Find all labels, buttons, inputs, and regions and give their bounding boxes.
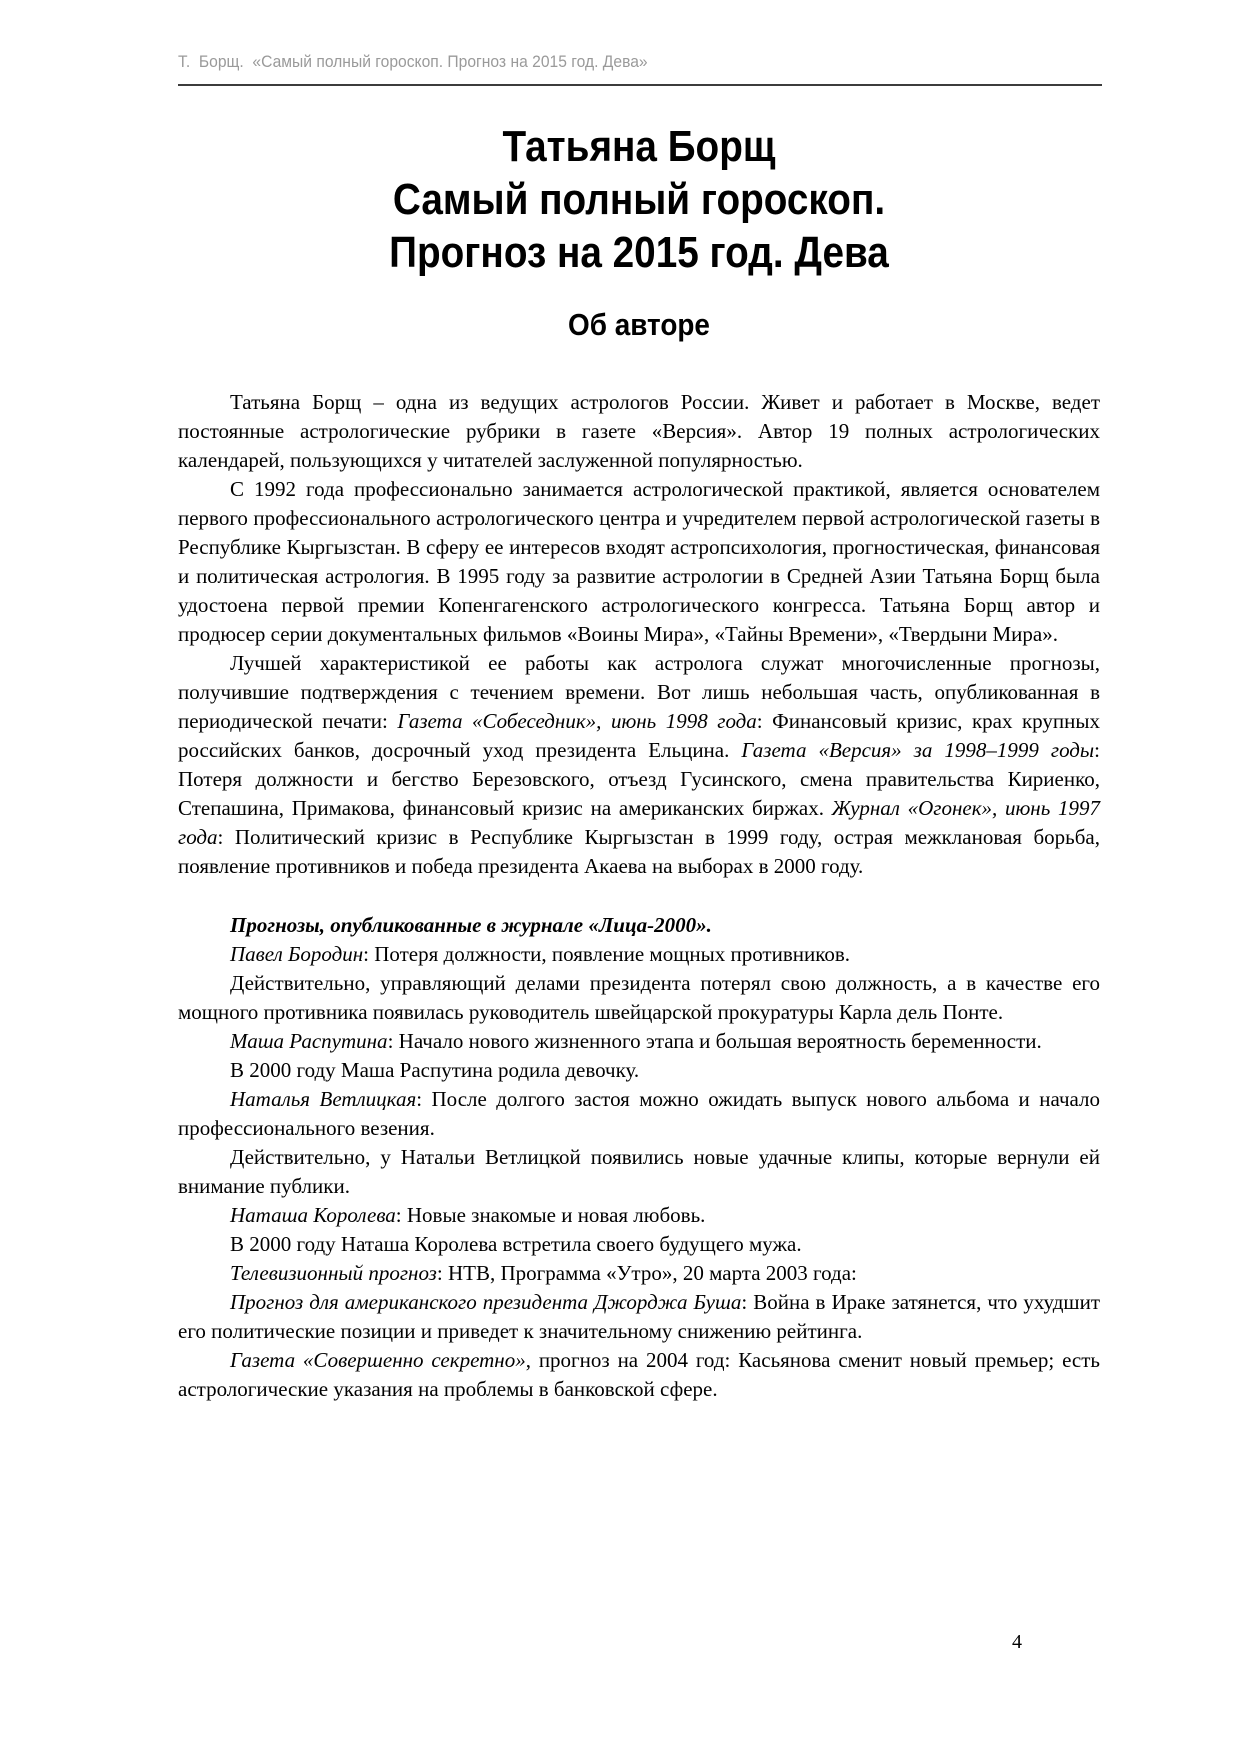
text-run: В 2000 году Наташа Королева встретила своего будущего мужа. (230, 1232, 802, 1256)
text-run: В 2000 году Маша Распутина родила девочку. (230, 1058, 640, 1082)
text-run: , прогноз на 2004 год: Касьянова сменит новый премьер; есть астрологические указания на проблемы в банковской сфере. (178, 1348, 1101, 1401)
text-run: Татьяна Борщ – одна из ведущих астрологов России. Живет и работает в Москве, ведет постоянные астрологические рубрики в газете «Версия». Автор 19 полных астрологических календарей, пользующихся у читателей заслуженной популярностью. (178, 390, 1100, 472)
paragraph (178, 1085, 1100, 1143)
paragraph (178, 1288, 1100, 1346)
body-text (178, 388, 1100, 1404)
text-run: : После долгого застоя можно ожидать выпуск нового альбома и начало профессионального везения. (178, 1087, 1100, 1140)
paragraph (178, 1259, 1100, 1288)
paragraph (178, 1143, 1100, 1201)
text-run: С 1992 года профессионально занимается астрологической практикой, является основателем первого профессионального астрологического центра и учредителем первой астрологической газеты в Республике Кыргызстан. В сферу ее интересов входят астропсихология, прогностическая, финансовая и политическая астрология. В 1995 году за развитие астрологии в Средней Азии Татьяна Борщ была удостоена первой премии Копенгагенского астрологического конгресса. Татьяна Борщ автор и продюсер серии документальных фильмов «Воины Мира», «Тайны Времени», «Твердыни Мира». (178, 477, 1100, 646)
text-run: Газета «Версия» за 1998–1999 годы (741, 738, 1095, 762)
running-header: Т. Борщ. «Самый полный гороскоп. Прогноз на 2015 год. Дева» (178, 52, 648, 71)
paragraph (178, 388, 1100, 475)
text-run: Газета «Совершенно секретно» (230, 1348, 526, 1372)
paragraph (178, 475, 1100, 649)
header-rule (178, 84, 1102, 86)
text-run: Действительно, у Натальи Ветлицкой появились новые удачные клипы, которые вернули ей внимание публики. (178, 1145, 1100, 1198)
text-run: Лучшей характеристикой ее работы как астролога служат многочисленные прогнозы, получившие подтверждения с течением времени. Вот лишь небольшая часть, опубликованная в периодической печати: (178, 651, 1100, 733)
text-run: Газета «Собеседник», июнь 1998 года (397, 709, 757, 733)
text-run: Телевизионный прогноз (230, 1261, 437, 1285)
text-run: Маша Распутина (230, 1029, 388, 1053)
text-run: : Начало нового жизненного этапа и большая вероятность беременности. (387, 1029, 1042, 1053)
title-line-author: Татьяна Борщ (502, 122, 776, 171)
title-line-subtitle: Прогноз на 2015 год. Дева (389, 228, 889, 277)
text-run: : Финансовый кризис, крах крупных российских банков, досрочный уход президента Ельцина. (178, 709, 1100, 762)
text-run: : Политический кризис в Республике Кыргызстан в 1999 году, острая межклановая борьба, появление противников и победа президента Акаева на выборах в 2000 году. (178, 825, 1100, 878)
paragraph (178, 911, 1100, 940)
text-run: : Потеря должности и бегство Березовского, отъезд Гусинского, смена правительства Кириенко, Степашина, Примакова, финансовый кризис на американских биржах. (178, 738, 1100, 820)
text-run: Павел Бородин (230, 942, 364, 966)
text-run: : Новые знакомые и новая любовь. (395, 1203, 706, 1227)
paragraph (178, 1346, 1100, 1404)
text-run: : Война в Ираке затянется, что ухудшит его политические позиции и приведет к значительному снижению рейтинга. (178, 1290, 1100, 1343)
paragraph (178, 969, 1100, 1027)
book-title (233, 120, 1044, 279)
text-run: Наталья Ветлицкая (230, 1087, 417, 1111)
text-run: Действительно, управляющий делами президента потерял свою должность, а в качестве его мощного противника появилась руководитель швейцарской прокуратуры Карла дель Понте. (178, 971, 1100, 1024)
text-run: : НТВ, Программа «Утро», 20 марта 2003 года: (436, 1261, 857, 1285)
paragraph (178, 940, 1100, 969)
paragraph (178, 1230, 1100, 1259)
section-heading-about-author: Об авторе (568, 307, 710, 342)
text-run: Прогноз для американского президента Джорджа Буша (230, 1290, 742, 1314)
title-line-series: Самый полный гороскоп. (392, 175, 886, 224)
text-run: : Потеря должности, появление мощных противников. (363, 942, 851, 966)
paragraph (178, 1056, 1100, 1085)
paragraph (178, 649, 1100, 881)
paragraph (178, 1201, 1100, 1230)
page-number: 4 (1012, 1631, 1022, 1653)
text-run: Наташа Королева (230, 1203, 396, 1227)
text-run: Журнал «Огонек», июнь 1997 года (178, 796, 1100, 849)
paragraph (178, 1027, 1100, 1056)
text-run: Прогнозы, опубликованные в журнале «Лица-2000». (230, 913, 712, 937)
